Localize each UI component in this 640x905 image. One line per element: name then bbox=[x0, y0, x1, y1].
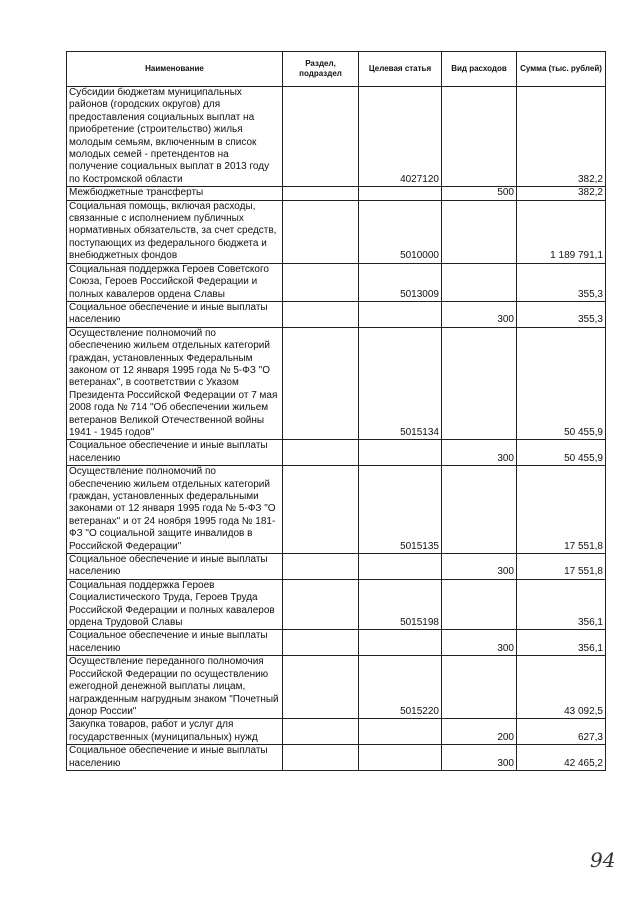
row-sum: 1 189 791,1 bbox=[517, 200, 606, 263]
row-sum: 17 551,8 bbox=[517, 466, 606, 554]
row-sum: 50 455,9 bbox=[517, 327, 606, 440]
table-row bbox=[67, 327, 606, 440]
row-section bbox=[283, 579, 359, 630]
table-row bbox=[67, 630, 606, 656]
row-expense-type: 200 bbox=[442, 719, 517, 745]
row-target: 5015135 bbox=[359, 466, 442, 554]
table-row bbox=[67, 187, 606, 200]
row-section bbox=[283, 554, 359, 580]
table-row bbox=[67, 263, 606, 301]
row-name: Закупка товаров, работ и услуг для государственных (муниципальных) нужд bbox=[67, 719, 283, 745]
row-name: Осуществление переданного полномочия Российской Федерации по осуществлению ежегодной денежной выплаты лицам, награжденным нагрудным знаком "Почетный донор России" bbox=[67, 656, 283, 719]
row-name: Межбюджетные трансферты bbox=[67, 187, 283, 200]
row-target: 4027120 bbox=[359, 87, 442, 187]
row-name: Осуществление полномочий по обеспечению жильем отдельных категорий граждан, установленных федеральными законами от 12 января 1995 года № 5-ФЗ "О ветеранах" и от 24 ноября 1995 года № 181-ФЗ "О социальной защите инвалидов в Российской Федерации" bbox=[67, 466, 283, 554]
row-target bbox=[359, 719, 442, 745]
table-row bbox=[67, 200, 606, 263]
header-expense-type: Вид расходов bbox=[442, 52, 517, 87]
row-expense-type: 300 bbox=[442, 630, 517, 656]
table-row bbox=[67, 719, 606, 745]
row-expense-type bbox=[442, 579, 517, 630]
table-row bbox=[67, 656, 606, 719]
row-section bbox=[283, 200, 359, 263]
row-section bbox=[283, 656, 359, 719]
row-sum: 43 092,5 bbox=[517, 656, 606, 719]
row-sum: 50 455,9 bbox=[517, 440, 606, 466]
row-name: Социальное обеспечение и иные выплаты населению bbox=[67, 554, 283, 580]
row-section bbox=[283, 301, 359, 327]
table-body bbox=[67, 87, 606, 771]
row-name: Социальная помощь, включая расходы, связанные с исполнением публичных нормативных обязательств, за счет средств, поступающих из федерального бюджета и внебюджетных фондов bbox=[67, 200, 283, 263]
header-name: Наименование bbox=[67, 52, 283, 87]
row-target bbox=[359, 630, 442, 656]
row-expense-type bbox=[442, 656, 517, 719]
row-sum: 382,2 bbox=[517, 87, 606, 187]
row-target bbox=[359, 187, 442, 200]
row-target bbox=[359, 745, 442, 771]
row-section bbox=[283, 630, 359, 656]
row-section bbox=[283, 466, 359, 554]
table-row bbox=[67, 301, 606, 327]
row-sum: 355,3 bbox=[517, 301, 606, 327]
row-name: Субсидии бюджетам муниципальных районов (городских округов) для предоставления социальных выплат на приобретение (строительство) жилья молодым семьям, включенным в список молодых семей - претендентов на получение социальных выплат в 2013 году по Костромской области bbox=[67, 87, 283, 187]
row-target bbox=[359, 440, 442, 466]
row-expense-type: 300 bbox=[442, 440, 517, 466]
row-target: 5015198 bbox=[359, 579, 442, 630]
row-sum: 42 465,2 bbox=[517, 745, 606, 771]
row-section bbox=[283, 440, 359, 466]
table-row bbox=[67, 745, 606, 771]
row-target: 5015220 bbox=[359, 656, 442, 719]
row-target bbox=[359, 554, 442, 580]
row-section bbox=[283, 745, 359, 771]
table-row bbox=[67, 466, 606, 554]
row-sum: 627,3 bbox=[517, 719, 606, 745]
row-section bbox=[283, 719, 359, 745]
row-section bbox=[283, 87, 359, 187]
table-row bbox=[67, 554, 606, 580]
row-section bbox=[283, 263, 359, 301]
row-name: Социальная поддержка Героев Социалистического Труда, Героев Труда Российской Федерации и полных кавалеров ордена Трудовой Славы bbox=[67, 579, 283, 630]
table-row bbox=[67, 440, 606, 466]
row-section bbox=[283, 187, 359, 200]
row-name: Социальное обеспечение и иные выплаты населению bbox=[67, 630, 283, 656]
row-expense-type bbox=[442, 200, 517, 263]
row-expense-type: 300 bbox=[442, 554, 517, 580]
row-name: Социальное обеспечение и иные выплаты населению bbox=[67, 440, 283, 466]
row-expense-type: 500 bbox=[442, 187, 517, 200]
row-section bbox=[283, 327, 359, 440]
row-target: 5013009 bbox=[359, 263, 442, 301]
row-target: 5010000 bbox=[359, 200, 442, 263]
row-sum: 382,2 bbox=[517, 187, 606, 200]
table-row bbox=[67, 87, 606, 187]
table-row bbox=[67, 579, 606, 630]
header-target: Целевая статья bbox=[359, 52, 442, 87]
row-sum: 17 551,8 bbox=[517, 554, 606, 580]
row-sum: 356,1 bbox=[517, 579, 606, 630]
table-header-row bbox=[67, 52, 606, 87]
header-section: Раздел, подраздел bbox=[283, 52, 359, 87]
row-name: Социальная поддержка Героев Советского Союза, Героев Российской Федерации и полных кавалеров ордена Славы bbox=[67, 263, 283, 301]
row-expense-type bbox=[442, 263, 517, 301]
row-name: Социальное обеспечение и иные выплаты населению bbox=[67, 301, 283, 327]
row-target: 5015134 bbox=[359, 327, 442, 440]
header-sum: Сумма (тыс. рублей) bbox=[517, 52, 606, 87]
row-expense-type bbox=[442, 327, 517, 440]
row-name: Осуществление полномочий по обеспечению жильем отдельных категорий граждан, установленных Федеральным законом от 12 января 1995 года № 5-ФЗ "О ветеранах", в соответствии с Указом Президента Российской Федерации от 7 мая 2008 года № 714 "Об обеспечении жильем ветеранов Великой Отечественной войны 1941 - 1945 годов" bbox=[67, 327, 283, 440]
row-expense-type bbox=[442, 466, 517, 554]
row-sum: 355,3 bbox=[517, 263, 606, 301]
row-target bbox=[359, 301, 442, 327]
row-name: Социальное обеспечение и иные выплаты населению bbox=[67, 745, 283, 771]
row-expense-type: 300 bbox=[442, 745, 517, 771]
row-expense-type bbox=[442, 87, 517, 187]
row-expense-type: 300 bbox=[442, 301, 517, 327]
budget-table bbox=[66, 51, 606, 771]
row-sum: 356,1 bbox=[517, 630, 606, 656]
page-number: 94 bbox=[590, 848, 616, 872]
